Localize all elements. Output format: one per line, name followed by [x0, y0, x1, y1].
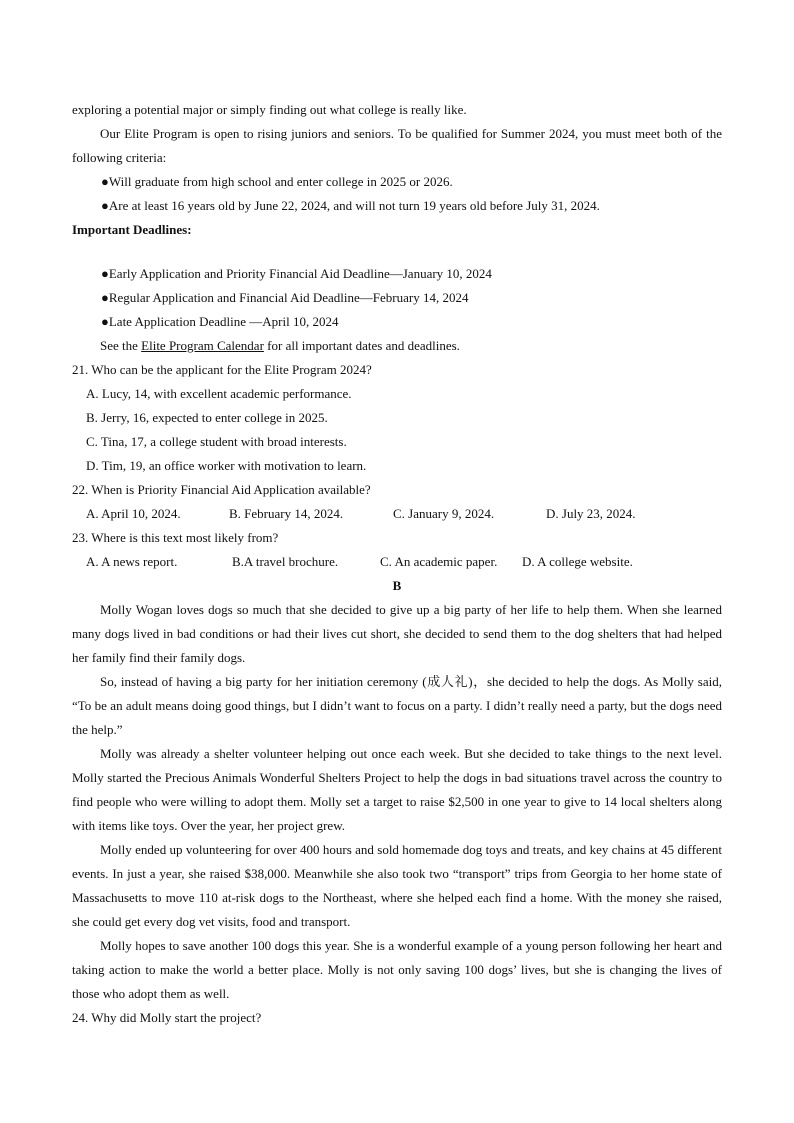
- deadline-item: ●Early Application and Priority Financial Aid Deadline—January 10, 2024: [101, 266, 492, 281]
- passage-paragraph: Molly ended up volunteering for over 400 hours and sold homemade dog toys and treats, and key chains at 45 different events. In just a year, she raised $38,000. Meanwhile she also took two “transport” trips from Georgia to her home state of Massachusetts to move 110 at-risk dogs to the Northeast, where she helped each find a home. With the money she raised, she could get every dog vet visits, food and transport.: [72, 842, 722, 929]
- question-23-option: A. A news report.: [86, 554, 178, 569]
- calendar-note: [72, 334, 722, 358]
- passage-paragraph: Molly was already a shelter volunteer helping out once each week. But she decided to take things to the next level. Molly started the Precious Animals Wonderful Shelters Project to help the dogs in bad situations travel across the country to find people who were willing to adopt them. Molly set a target to raise $2,500 in one year to give to 14 local shelters along with items like toys. Over the year, her project grew.: [72, 746, 722, 833]
- question-22-option: C. January 9, 2024.: [393, 506, 495, 521]
- deadlines-heading: Important Deadlines:: [72, 222, 192, 237]
- deadline-item: ●Late Application Deadline —April 10, 2024: [101, 314, 339, 329]
- passage-paragraph: Molly hopes to save another 100 dogs this year. She is a wonderful example of a young person following her heart and taking action to make the world a better place. Molly is not only saving 100 dogs’ lives, but she is changing the lives of those who adopt them as well.: [72, 938, 722, 1001]
- section-b-heading: B: [392, 578, 402, 593]
- question-21: 21. Who can be the applicant for the Elite Program 2024?: [72, 362, 372, 377]
- question-22: 22. When is Priority Financial Aid Application available?: [72, 482, 371, 497]
- question-23: 23. Where is this text most likely from?: [72, 530, 279, 545]
- question-23-option: B.A travel brochure.: [232, 554, 339, 569]
- question-21-option: D. Tim, 19, an office worker with motivation to learn.: [86, 458, 367, 473]
- criteria-item: ●Are at least 16 years old by June 22, 2024, and will not turn 19 years old before July 31, 2024.: [101, 198, 600, 213]
- deadline-item: ●Regular Application and Financial Aid Deadline—February 14, 2024: [101, 290, 469, 305]
- question-22-option: A. April 10, 2024.: [86, 506, 181, 521]
- question-23-options: [72, 550, 722, 574]
- calendar-link[interactable]: Elite Program Calendar: [141, 338, 264, 353]
- document-page: [72, 98, 722, 1030]
- question-22-option: B. February 14, 2024.: [229, 506, 344, 521]
- calendar-note-prefix: See the: [100, 338, 142, 353]
- question-22-options: [72, 502, 722, 526]
- program-description: Our Elite Program is open to rising juniors and seniors. To be qualified for Summer 2024, you must meet both of the following criteria:: [72, 126, 722, 165]
- passage-paragraph: So, instead of having a big party for her initiation ceremony (成人礼)，she decided to help the dogs. As Molly said, “To be an adult means doing good things, but I didn’t want to focus on a party. I didn’t really need a party, but the dogs need the help.”: [72, 674, 722, 737]
- question-21-option: C. Tina, 17, a college student with broad interests.: [86, 434, 347, 449]
- question-22-option: D. July 23, 2024.: [546, 506, 636, 521]
- question-21-option: B. Jerry, 16, expected to enter college in 2025.: [86, 410, 328, 425]
- question-24: 24. Why did Molly start the project?: [72, 1010, 262, 1025]
- question-21-option: A. Lucy, 14, with excellent academic performance.: [86, 386, 352, 401]
- criteria-item: ●Will graduate from high school and enter college in 2025 or 2026.: [101, 174, 453, 189]
- intro-end-text: exploring a potential major or simply finding out what college is really like.: [72, 102, 467, 117]
- calendar-note-suffix: for all important dates and deadlines.: [263, 338, 460, 353]
- question-23-option: D. A college website.: [522, 554, 633, 569]
- passage-paragraph: Molly Wogan loves dogs so much that she decided to give up a big party of her life to help them. When she learned many dogs lived in bad conditions or had their lives cut short, she decided to send them to the dog shelters that had helped her family find their family dogs.: [72, 602, 722, 665]
- question-23-option: C. An academic paper.: [380, 554, 498, 569]
- spacer: [72, 242, 722, 262]
